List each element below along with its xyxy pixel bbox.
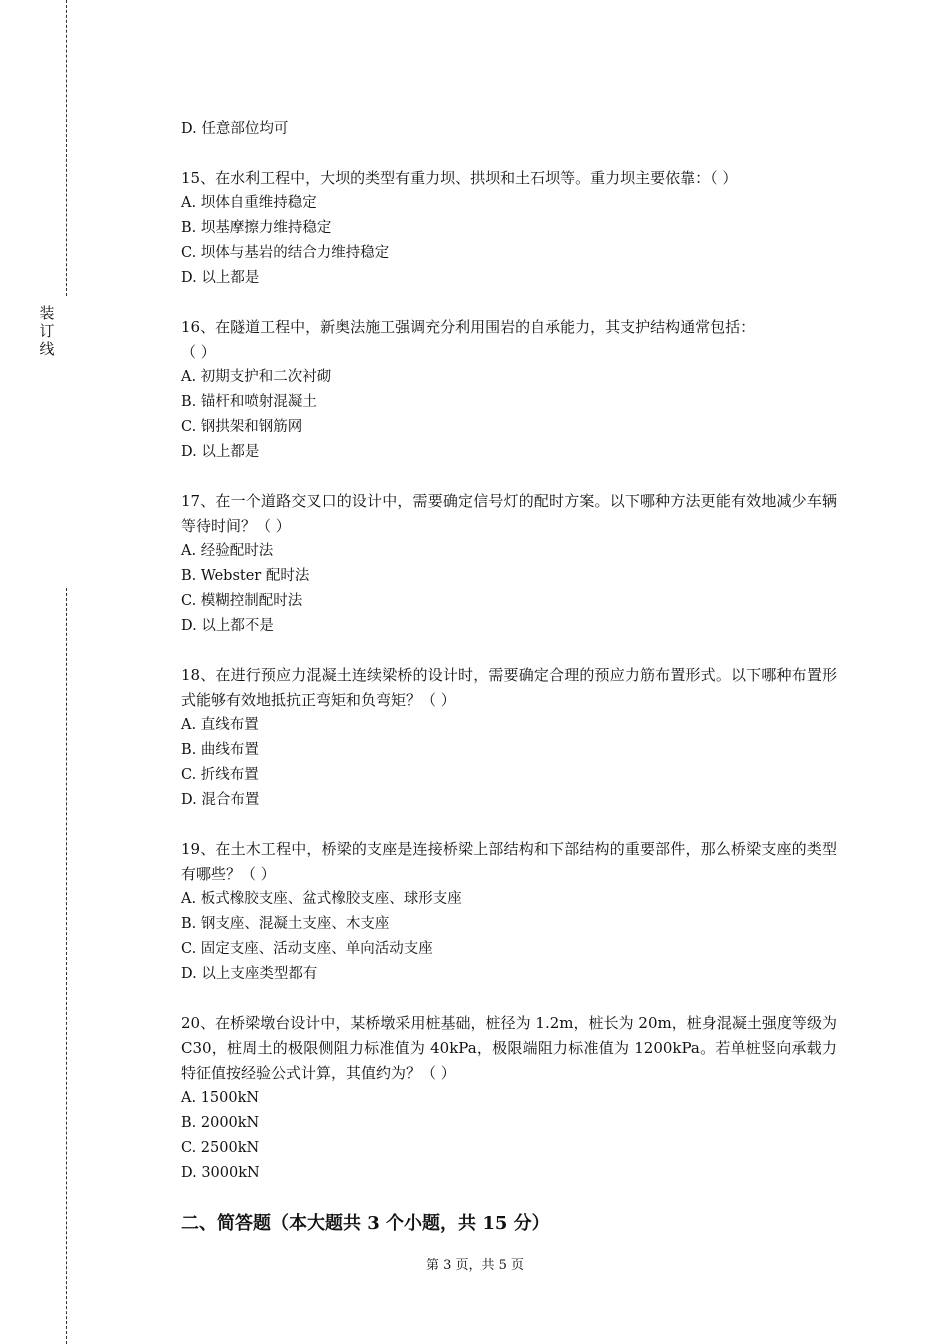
binding-line-label xyxy=(38,304,56,358)
option: C. 折线布置 xyxy=(181,767,259,783)
question-15 xyxy=(181,166,837,291)
option: D. 3000kN xyxy=(181,1165,260,1181)
question-text: 16、在隧道工程中，新奥法施工强调充分利用围岩的自承能力，其支护结构通常包括： xyxy=(181,318,756,336)
question-16 xyxy=(181,315,837,465)
option: D. 以上都是 xyxy=(181,444,260,460)
option: B. 2000kN xyxy=(181,1115,260,1131)
option: C. 固定支座、活动支座、单向活动支座 xyxy=(181,941,433,957)
question-20 xyxy=(181,1011,837,1186)
question-text: 15、在水利工程中，大坝的类型有重力坝、拱坝和土石坝等。重力坝主要依靠：（ ） xyxy=(181,169,738,187)
option: A. 1500kN xyxy=(181,1090,260,1106)
question-17 xyxy=(181,489,837,639)
option: B. 坝基摩擦力维持稳定 xyxy=(181,220,332,236)
option: C. 模糊控制配时法 xyxy=(181,593,303,609)
question-19 xyxy=(181,837,837,987)
option: A. 经验配时法 xyxy=(181,543,274,559)
binding-char: 订 xyxy=(39,322,55,340)
binding-char: 线 xyxy=(39,340,55,358)
question-14-tail xyxy=(181,117,837,142)
option: D. 以上都是 xyxy=(181,270,260,286)
option: D. 以上支座类型都有 xyxy=(181,966,318,982)
option: B. 曲线布置 xyxy=(181,742,259,758)
answer-blank: （ ） xyxy=(181,343,216,361)
binding-line-top xyxy=(66,0,67,296)
option: C. 钢拱架和钢筋网 xyxy=(181,419,303,435)
option: C. 坝体与基岩的结合力维持稳定 xyxy=(181,245,390,261)
option: C. 2500kN xyxy=(181,1140,260,1156)
option: D. 任意部位均可 xyxy=(181,121,289,137)
option: A. 直线布置 xyxy=(181,717,259,733)
question-text: 17、在一个道路交叉口的设计中，需要确定信号灯的配时方案。以下哪种方法更能有效地减少车辆等待时间？（ ） xyxy=(181,492,837,535)
option: B. 钢支座、混凝土支座、木支座 xyxy=(181,916,390,932)
option: B. 锚杆和喷射混凝土 xyxy=(181,394,317,410)
question-text: 20、在桥梁墩台设计中，某桥墩采用桩基础，桩径为 1.2m，桩长为 20m，桩身混凝土强度等级为 C30，桩周土的极限侧阻力标准值为 40kPa，极限端阻力标准值为 1200kPa。若单桩竖向承载力特征值按经验公式计算，其值约为？（ ） xyxy=(181,1014,837,1082)
option: A. 初期支护和二次衬砌 xyxy=(181,369,332,385)
question-list xyxy=(181,117,837,1186)
option: A. 坝体自重维持稳定 xyxy=(181,195,317,211)
binding-char: 装 xyxy=(39,304,55,322)
option: A. 板式橡胶支座、盆式橡胶支座、球形支座 xyxy=(181,891,462,907)
binding-line-bottom xyxy=(66,588,67,1344)
option: B. Webster 配时法 xyxy=(181,568,310,584)
option: D. 以上都不是 xyxy=(181,618,274,634)
question-text: 18、在进行预应力混凝土连续梁桥的设计时，需要确定合理的预应力筋布置形式。以下哪种布置形式能够有效地抵抗正弯矩和负弯矩？（ ） xyxy=(181,666,837,709)
question-18 xyxy=(181,663,837,813)
question-text: 19、在土木工程中，桥梁的支座是连接桥梁上部结构和下部结构的重要部件，那么桥梁支座的类型有哪些？（ ） xyxy=(181,840,837,883)
option: D. 混合布置 xyxy=(181,792,260,808)
section-heading: 二、简答题（本大题共 3 个小题，共 15 分） xyxy=(181,1213,550,1234)
page-number: 第 3 页，共 5 页 xyxy=(425,1258,525,1273)
